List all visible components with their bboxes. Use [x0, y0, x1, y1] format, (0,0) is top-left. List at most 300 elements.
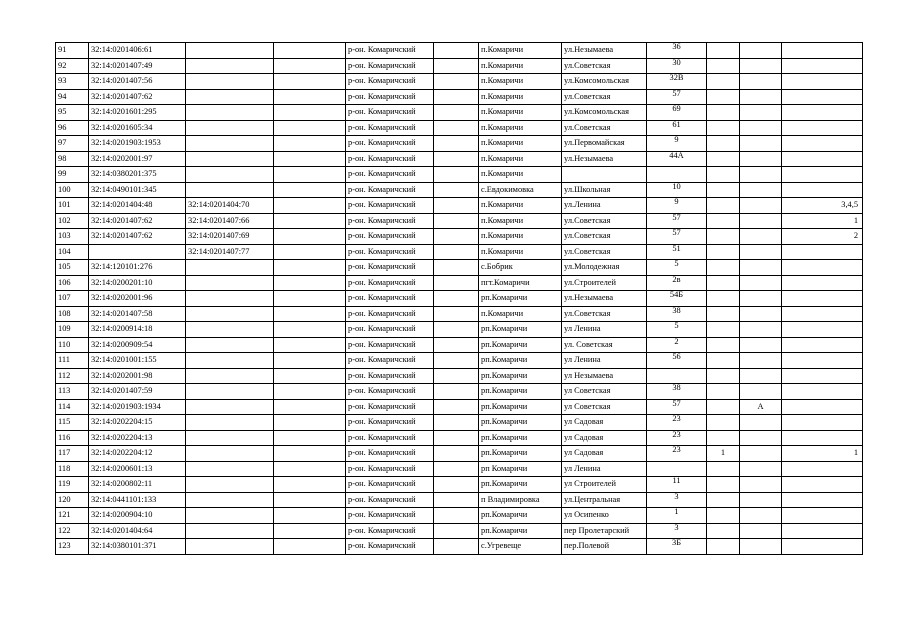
apartment-cell: 1 — [782, 213, 863, 229]
extra-cell: 1 — [707, 446, 740, 462]
row-number-cell: 120 — [56, 492, 89, 508]
street-cell: ул.Советская — [562, 213, 647, 229]
empty-cell — [274, 43, 346, 59]
apartment-cell — [782, 430, 863, 446]
cadastral-number-2-cell — [186, 136, 274, 152]
table-row — [56, 89, 863, 105]
empty-cell — [434, 415, 479, 431]
street-cell: ул Садовая — [562, 430, 647, 446]
row-number-cell: 92 — [56, 58, 89, 74]
street-cell: пер Пролетарский — [562, 523, 647, 539]
row-number-cell: 121 — [56, 508, 89, 524]
extra-cell — [707, 182, 740, 198]
table-row — [56, 244, 863, 260]
empty-cell — [434, 120, 479, 136]
apartment-cell — [782, 74, 863, 90]
cadastral-number-cell: 32:14:0490101:345 — [89, 182, 186, 198]
cadastral-number-2-cell — [186, 477, 274, 493]
cadastral-number-cell: 32:14:0201407:59 — [89, 384, 186, 400]
cadastral-number-cell: 32:14:0201407:58 — [89, 306, 186, 322]
cadastral-number-cell: 32:14:0380201:375 — [89, 167, 186, 183]
table-row — [56, 74, 863, 90]
district-cell: р-он. Комаричский — [346, 353, 434, 369]
apartment-cell — [782, 58, 863, 74]
letter-cell — [740, 105, 782, 121]
street-cell: ул.Молодежная — [562, 260, 647, 276]
apartment-cell — [782, 399, 863, 415]
apartment-cell — [782, 461, 863, 477]
settlement-cell: с.Евдокимовка — [479, 182, 562, 198]
apartment-cell — [782, 260, 863, 276]
apartment-cell — [782, 151, 863, 167]
letter-cell — [740, 136, 782, 152]
letter-cell — [740, 244, 782, 260]
house-number-cell: 2в — [647, 275, 707, 291]
extra-cell — [707, 430, 740, 446]
extra-cell — [707, 167, 740, 183]
empty-cell — [274, 492, 346, 508]
row-number-cell: 98 — [56, 151, 89, 167]
extra-cell — [707, 275, 740, 291]
settlement-cell: пгт.Комаричи — [479, 275, 562, 291]
row-number-cell: 122 — [56, 523, 89, 539]
empty-cell — [274, 539, 346, 555]
district-cell: р-он. Комаричский — [346, 136, 434, 152]
empty-cell — [274, 523, 346, 539]
row-number-cell: 96 — [56, 120, 89, 136]
empty-cell — [274, 182, 346, 198]
row-number-cell: 110 — [56, 337, 89, 353]
district-cell: р-он. Комаричский — [346, 229, 434, 245]
empty-cell — [274, 430, 346, 446]
cadastral-number-cell: 32:14:0200904:10 — [89, 508, 186, 524]
cadastral-number-cell: 32:14:0201407:49 — [89, 58, 186, 74]
district-cell: р-он. Комаричский — [346, 446, 434, 462]
table-row — [56, 213, 863, 229]
apartment-cell — [782, 368, 863, 384]
extra-cell — [707, 89, 740, 105]
empty-cell — [274, 167, 346, 183]
table-row — [56, 492, 863, 508]
table-row — [56, 58, 863, 74]
cadastral-number-cell: 32:14:0201903:1953 — [89, 136, 186, 152]
row-number-cell: 94 — [56, 89, 89, 105]
house-number-cell: 69 — [647, 105, 707, 121]
street-cell: ул Советская — [562, 399, 647, 415]
street-cell: ул Советская — [562, 384, 647, 400]
street-cell: ул Садовая — [562, 415, 647, 431]
empty-cell — [434, 384, 479, 400]
empty-cell — [434, 244, 479, 260]
apartment-cell — [782, 182, 863, 198]
extra-cell — [707, 539, 740, 555]
letter-cell — [740, 213, 782, 229]
row-number-cell: 99 — [56, 167, 89, 183]
cadastral-number-cell: 32:14:0201407:62 — [89, 89, 186, 105]
house-number-cell: 10 — [647, 182, 707, 198]
letter-cell — [740, 539, 782, 555]
street-cell: ул.Незымаева — [562, 151, 647, 167]
house-number-cell: 36 — [647, 43, 707, 59]
letter-cell — [740, 508, 782, 524]
apartment-cell — [782, 322, 863, 338]
district-cell: р-он. Комаричский — [346, 275, 434, 291]
settlement-cell: рп.Комаричи — [479, 399, 562, 415]
district-cell: р-он. Комаричский — [346, 213, 434, 229]
settlement-cell: п.Комаричи — [479, 74, 562, 90]
cadastral-number-cell — [89, 244, 186, 260]
settlement-cell: п.Комаричи — [479, 151, 562, 167]
house-number-cell: 2 — [647, 337, 707, 353]
street-cell: ул.Школьная — [562, 182, 647, 198]
empty-cell — [274, 291, 346, 307]
street-cell: пер.Полевой — [562, 539, 647, 555]
empty-cell — [274, 337, 346, 353]
street-cell: ул.Центральная — [562, 492, 647, 508]
letter-cell — [740, 306, 782, 322]
row-number-cell: 93 — [56, 74, 89, 90]
empty-cell — [274, 275, 346, 291]
table-row — [56, 229, 863, 245]
table-row — [56, 260, 863, 276]
cadastral-number-cell: 32:14:0201903:1934 — [89, 399, 186, 415]
house-number-cell: 9 — [647, 198, 707, 214]
street-cell: ул Незымаева — [562, 368, 647, 384]
empty-cell — [434, 337, 479, 353]
row-number-cell: 117 — [56, 446, 89, 462]
empty-cell — [274, 353, 346, 369]
street-cell: ул.Незымаева — [562, 43, 647, 59]
extra-cell — [707, 105, 740, 121]
house-number-cell: 9 — [647, 136, 707, 152]
extra-cell — [707, 43, 740, 59]
cadastral-number-2-cell — [186, 523, 274, 539]
extra-cell — [707, 213, 740, 229]
empty-cell — [434, 353, 479, 369]
letter-cell — [740, 322, 782, 338]
district-cell: р-он. Комаричский — [346, 74, 434, 90]
cadastral-number-2-cell — [186, 446, 274, 462]
empty-cell — [274, 322, 346, 338]
house-number-cell: 30 — [647, 58, 707, 74]
extra-cell — [707, 337, 740, 353]
letter-cell — [740, 430, 782, 446]
cadastral-number-2-cell: 32:14:0201407:69 — [186, 229, 274, 245]
apartment-cell — [782, 508, 863, 524]
house-number-cell: 57 — [647, 213, 707, 229]
extra-cell — [707, 120, 740, 136]
row-number-cell: 106 — [56, 275, 89, 291]
district-cell: р-он. Комаричский — [346, 539, 434, 555]
cadastral-number-2-cell: 32:14:0201407:66 — [186, 213, 274, 229]
cadastral-number-cell: 32:14:0200802:11 — [89, 477, 186, 493]
table-row — [56, 384, 863, 400]
empty-cell — [274, 306, 346, 322]
apartment-cell — [782, 415, 863, 431]
table-row — [56, 120, 863, 136]
settlement-cell: п.Комаричи — [479, 213, 562, 229]
house-number-cell: 51 — [647, 244, 707, 260]
extra-cell — [707, 229, 740, 245]
cadastral-number-2-cell — [186, 275, 274, 291]
cadastral-number-2-cell — [186, 415, 274, 431]
letter-cell — [740, 120, 782, 136]
cadastral-number-cell: 32:14:0202001:96 — [89, 291, 186, 307]
street-cell: ул Ленина — [562, 461, 647, 477]
apartment-cell — [782, 244, 863, 260]
table-row — [56, 136, 863, 152]
table-row — [56, 182, 863, 198]
street-cell: ул.Советская — [562, 58, 647, 74]
letter-cell — [740, 89, 782, 105]
extra-cell — [707, 368, 740, 384]
settlement-cell: рп.Комаричи — [479, 291, 562, 307]
empty-cell — [274, 58, 346, 74]
empty-cell — [434, 198, 479, 214]
apartment-cell — [782, 167, 863, 183]
table-row — [56, 322, 863, 338]
apartment-cell — [782, 136, 863, 152]
table-row — [56, 275, 863, 291]
extra-cell — [707, 461, 740, 477]
empty-cell — [434, 182, 479, 198]
row-number-cell: 100 — [56, 182, 89, 198]
table-row — [56, 461, 863, 477]
street-cell: ул. Советская — [562, 337, 647, 353]
district-cell: р-он. Комаричский — [346, 399, 434, 415]
extra-cell — [707, 415, 740, 431]
cadastral-number-2-cell — [186, 89, 274, 105]
settlement-cell: п.Комаричи — [479, 120, 562, 136]
table-row — [56, 539, 863, 555]
table-row — [56, 353, 863, 369]
street-cell: ул Садовая — [562, 446, 647, 462]
empty-cell — [434, 446, 479, 462]
cadastral-number-cell: 32:14:0441101:133 — [89, 492, 186, 508]
cadastral-number-cell: 32:14:0202001:98 — [89, 368, 186, 384]
table-row — [56, 368, 863, 384]
settlement-cell: п.Комаричи — [479, 306, 562, 322]
cadastral-number-2-cell — [186, 368, 274, 384]
house-number-cell: 54Б — [647, 291, 707, 307]
empty-cell — [274, 213, 346, 229]
empty-cell — [434, 477, 479, 493]
empty-cell — [434, 399, 479, 415]
apartment-cell — [782, 523, 863, 539]
cadastral-number-2-cell — [186, 492, 274, 508]
table-row — [56, 477, 863, 493]
cadastral-number-2-cell: 32:14:0201404:70 — [186, 198, 274, 214]
extra-cell — [707, 492, 740, 508]
district-cell: р-он. Комаричский — [346, 384, 434, 400]
table-row — [56, 508, 863, 524]
settlement-cell: п.Комаричи — [479, 244, 562, 260]
cadastral-number-cell: 32:14:0201404:48 — [89, 198, 186, 214]
extra-cell — [707, 477, 740, 493]
extra-cell — [707, 291, 740, 307]
cadastral-number-cell: 32:14:0201406:61 — [89, 43, 186, 59]
table-row — [56, 415, 863, 431]
letter-cell — [740, 368, 782, 384]
empty-cell — [274, 508, 346, 524]
empty-cell — [274, 477, 346, 493]
row-number-cell: 112 — [56, 368, 89, 384]
street-cell: ул.Советская — [562, 229, 647, 245]
district-cell: р-он. Комаричский — [346, 120, 434, 136]
settlement-cell: п.Комаричи — [479, 58, 562, 74]
settlement-cell: п.Комаричи — [479, 198, 562, 214]
table-row — [56, 337, 863, 353]
empty-cell — [434, 368, 479, 384]
district-cell: р-он. Комаричский — [346, 105, 434, 121]
empty-cell — [434, 275, 479, 291]
empty-cell — [434, 74, 479, 90]
empty-cell — [434, 492, 479, 508]
empty-cell — [434, 151, 479, 167]
table-row — [56, 430, 863, 446]
settlement-cell: рп.Комаричи — [479, 322, 562, 338]
house-number-cell — [647, 368, 707, 384]
district-cell: р-он. Комаричский — [346, 337, 434, 353]
letter-cell — [740, 446, 782, 462]
settlement-cell: п.Комаричи — [479, 105, 562, 121]
house-number-cell: 5 — [647, 260, 707, 276]
cadastral-number-cell: 32:14:0202204:15 — [89, 415, 186, 431]
settlement-cell: п.Комаричи — [479, 89, 562, 105]
district-cell: р-он. Комаричский — [346, 260, 434, 276]
apartment-cell — [782, 384, 863, 400]
empty-cell — [274, 89, 346, 105]
extra-cell — [707, 58, 740, 74]
settlement-cell: рп.Комаричи — [479, 477, 562, 493]
cadastral-number-2-cell — [186, 105, 274, 121]
cadastral-number-cell: 32:14:120101:276 — [89, 260, 186, 276]
apartment-cell — [782, 291, 863, 307]
letter-cell — [740, 291, 782, 307]
district-cell: р-он. Комаричский — [346, 89, 434, 105]
cadastral-number-cell: 32:14:0201404:64 — [89, 523, 186, 539]
row-number-cell: 101 — [56, 198, 89, 214]
district-cell: р-он. Комаричский — [346, 167, 434, 183]
extra-cell — [707, 151, 740, 167]
extra-cell — [707, 136, 740, 152]
empty-cell — [274, 260, 346, 276]
apartment-cell — [782, 492, 863, 508]
apartment-cell — [782, 353, 863, 369]
letter-cell — [740, 74, 782, 90]
house-number-cell: 57 — [647, 229, 707, 245]
table-body — [56, 43, 863, 555]
cadastral-number-2-cell — [186, 260, 274, 276]
empty-cell — [274, 198, 346, 214]
cadastral-number-cell: 32:14:0201407:62 — [89, 229, 186, 245]
empty-cell — [434, 229, 479, 245]
settlement-cell: рп.Комаричи — [479, 384, 562, 400]
row-number-cell: 109 — [56, 322, 89, 338]
district-cell: р-он. Комаричский — [346, 322, 434, 338]
settlement-cell: п.Комаричи — [479, 229, 562, 245]
apartment-cell — [782, 43, 863, 59]
letter-cell — [740, 151, 782, 167]
apartment-cell: 2 — [782, 229, 863, 245]
house-number-cell: 57 — [647, 89, 707, 105]
empty-cell — [434, 167, 479, 183]
cadastral-number-2-cell — [186, 120, 274, 136]
letter-cell — [740, 260, 782, 276]
house-number-cell: 11 — [647, 477, 707, 493]
row-number-cell: 118 — [56, 461, 89, 477]
settlement-cell: рп.Комаричи — [479, 508, 562, 524]
apartment-cell — [782, 105, 863, 121]
cadastral-number-cell: 32:14:0201601:295 — [89, 105, 186, 121]
cadastral-number-2-cell — [186, 430, 274, 446]
street-cell: ул.Комсомольская — [562, 74, 647, 90]
extra-cell — [707, 384, 740, 400]
house-number-cell: 57 — [647, 399, 707, 415]
settlement-cell: рп.Комаричи — [479, 523, 562, 539]
apartment-cell — [782, 120, 863, 136]
street-cell: ул.Ленина — [562, 198, 647, 214]
settlement-cell: п.Комаричи — [479, 43, 562, 59]
cadastral-number-2-cell — [186, 384, 274, 400]
street-cell: ул.Советская — [562, 306, 647, 322]
cadastral-number-2-cell — [186, 306, 274, 322]
letter-cell — [740, 182, 782, 198]
table-row — [56, 399, 863, 415]
row-number-cell: 108 — [56, 306, 89, 322]
street-cell: ул.Советская — [562, 89, 647, 105]
house-number-cell: 44А — [647, 151, 707, 167]
settlement-cell: рп.Комаричи — [479, 446, 562, 462]
district-cell: р-он. Комаричский — [346, 477, 434, 493]
row-number-cell: 113 — [56, 384, 89, 400]
empty-cell — [434, 322, 479, 338]
cadastral-number-2-cell — [186, 461, 274, 477]
empty-cell — [434, 523, 479, 539]
cadastral-number-2-cell — [186, 337, 274, 353]
district-cell: р-он. Комаричский — [346, 461, 434, 477]
cadastral-number-cell: 32:14:0200914:18 — [89, 322, 186, 338]
empty-cell — [434, 89, 479, 105]
district-cell: р-он. Комаричский — [346, 415, 434, 431]
district-cell: р-он. Комаричский — [346, 58, 434, 74]
table-row — [56, 105, 863, 121]
letter-cell: А — [740, 399, 782, 415]
cadastral-number-cell: 32:14:0201407:62 — [89, 213, 186, 229]
empty-cell — [434, 105, 479, 121]
cadastral-number-2-cell — [186, 539, 274, 555]
empty-cell — [434, 539, 479, 555]
empty-cell — [434, 291, 479, 307]
cadastral-number-2-cell — [186, 291, 274, 307]
district-cell: р-он. Комаричский — [346, 43, 434, 59]
empty-cell — [274, 461, 346, 477]
house-number-cell: 23 — [647, 430, 707, 446]
district-cell: р-он. Комаричский — [346, 182, 434, 198]
cadastral-number-2-cell — [186, 182, 274, 198]
table-row — [56, 151, 863, 167]
table-row — [56, 43, 863, 59]
empty-cell — [434, 430, 479, 446]
cadastral-number-2-cell — [186, 399, 274, 415]
house-number-cell: 23 — [647, 415, 707, 431]
letter-cell — [740, 492, 782, 508]
empty-cell — [434, 508, 479, 524]
letter-cell — [740, 477, 782, 493]
letter-cell — [740, 229, 782, 245]
house-number-cell: 56 — [647, 353, 707, 369]
row-number-cell: 107 — [56, 291, 89, 307]
